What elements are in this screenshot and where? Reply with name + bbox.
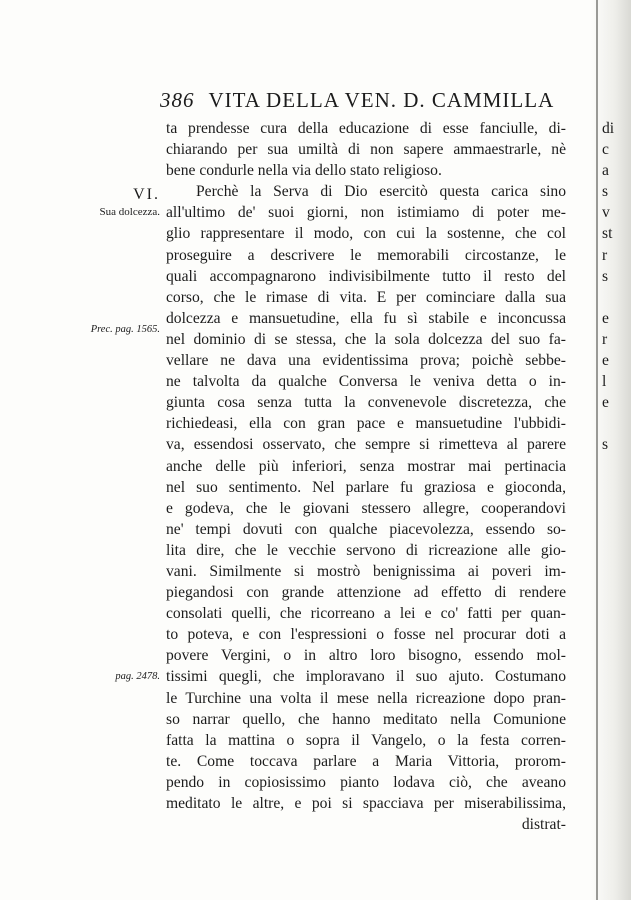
text-line: giunta cosa senza tutta la convenevole discretezza, che	[166, 394, 566, 412]
text-line: anche delle più inferiori, senza mostrar mai pertinacia	[166, 457, 566, 475]
text-line: va, essendosi osservato, che sempre si rimetteva al parere	[166, 436, 566, 454]
body-text	[166, 118, 566, 835]
text-line: glio rappresentare il modo, con cui la sostenne, che col	[166, 225, 566, 243]
text-line: quali accompagnarono indivisibilmente tutto il resto del	[166, 267, 566, 285]
facing-page-fragment: r	[602, 246, 608, 264]
text-line: proseguire a descrivere le memorabili circostanze, le	[166, 246, 566, 264]
text-line: so narrar quello, che hanno meditato nella Comunione	[166, 710, 566, 728]
text-line: richiedeasi, ella con gran pace e mansuetudine l'ubbidi-	[166, 415, 566, 433]
facing-page-fragment: s	[602, 183, 609, 201]
running-head	[160, 88, 560, 113]
text-line: vani. Similmente si mostrò benignissima ai poveri im-	[166, 562, 566, 580]
catchword: distrat-	[521, 816, 566, 834]
text-line: chiarando per sua umiltà di non sapere ammaestrarle, nè	[166, 141, 566, 159]
text-line: ta prendesse cura della educazione di esse fanciulle, di-	[166, 120, 566, 137]
facing-page-fragment: s	[602, 436, 609, 454]
text-line: nel suo sentimento. Nel parlare fu graziosa e gioconda,	[166, 478, 566, 496]
text-line: e godeva, che le giovani stessero allegre, cooperandovi	[166, 499, 566, 517]
facing-page-fragment: e	[602, 309, 609, 327]
text-line: bene condurle nella via dello stato religioso.	[166, 162, 442, 180]
text-line: le Turchine una volta il mese nella ricreazione dopo pran-	[166, 689, 566, 707]
text-line: ne' tempi dovuti con qualche piacevolezza, essendo so-	[166, 520, 566, 538]
facing-page-fragment: di	[602, 120, 615, 137]
margin-reference-1: Prec. pag. 1565.	[90, 324, 160, 335]
margin-section-title: Sua dolcezza.	[99, 206, 160, 218]
facing-page-fragment: c	[602, 141, 609, 159]
text-line: tissimi quegli, che imploravano il suo ajuto. Costumano	[166, 668, 566, 686]
text-line: all'ultimo de' suoi giorni, non istimiamo di poter me-	[166, 204, 566, 222]
page-fold-line	[596, 0, 598, 900]
facing-page-fragment: st	[602, 225, 613, 243]
margin-reference-2: pag. 2478.	[115, 671, 160, 682]
facing-page-fragment: v	[602, 204, 610, 222]
facing-page-fragment	[602, 413, 631, 434]
facing-page-fragment: l	[602, 373, 607, 391]
margin-section-number: VI.	[133, 186, 160, 203]
page-number: 386	[160, 88, 195, 112]
text-line: to poteva, e con l'espressioni o fosse nel procurar doti a	[166, 626, 566, 644]
facing-page-fragment: e	[602, 352, 609, 370]
facing-page-fragment	[602, 287, 631, 308]
text-line: dolcezza e mansuetudine, ella fu sì stabile e inconcussa	[166, 309, 566, 327]
text-line: fatta la mattina o sopra il Vangelo, o la festa corren-	[166, 731, 566, 749]
text-line: te. Come toccava parlare a Maria Vittoria, prorom-	[166, 752, 566, 770]
facing-page-fragment: s	[602, 267, 609, 285]
facing-page-fragment: e	[602, 394, 609, 412]
text-line: ne talvolta da qualche Conversa le veniva detta o in-	[166, 373, 566, 391]
running-title: VITA DELLA VEN. D. CAMMILLA	[208, 88, 555, 112]
text-line: povere Vergini, o in altro loro bisogno, essendo mol-	[166, 647, 566, 665]
text-line: meditato le altre, e poi si spacciava per miserabilissima,	[166, 795, 566, 812]
facing-page-fragment: a	[602, 162, 609, 180]
text-line: nel dominio di se stessa, che la sola dolcezza del suo fa-	[166, 330, 566, 348]
facing-page-fragment: r	[602, 330, 608, 348]
text-line: corso, che le rimase di vita. E per cominciare dalla sua	[166, 288, 566, 306]
text-line: vellare ne dava una evidentissima prova; poichè sebbe-	[166, 352, 566, 370]
text-line: consolati quelli, che ricorreano a lei e co' fatti per quan-	[166, 605, 566, 623]
text-line: piegandosi con grande attenzione ad effetto di rendere	[166, 584, 566, 602]
text-line: pendo in copiosissimo pianto lodava ciò, che aveano	[166, 773, 566, 791]
facing-page-edge	[602, 118, 631, 456]
text-line: lita dire, che le vecchie servono di ricreazione alle gio-	[166, 541, 566, 559]
text-line: Perchè la Serva di Dio esercitò questa carica sino	[196, 183, 566, 201]
